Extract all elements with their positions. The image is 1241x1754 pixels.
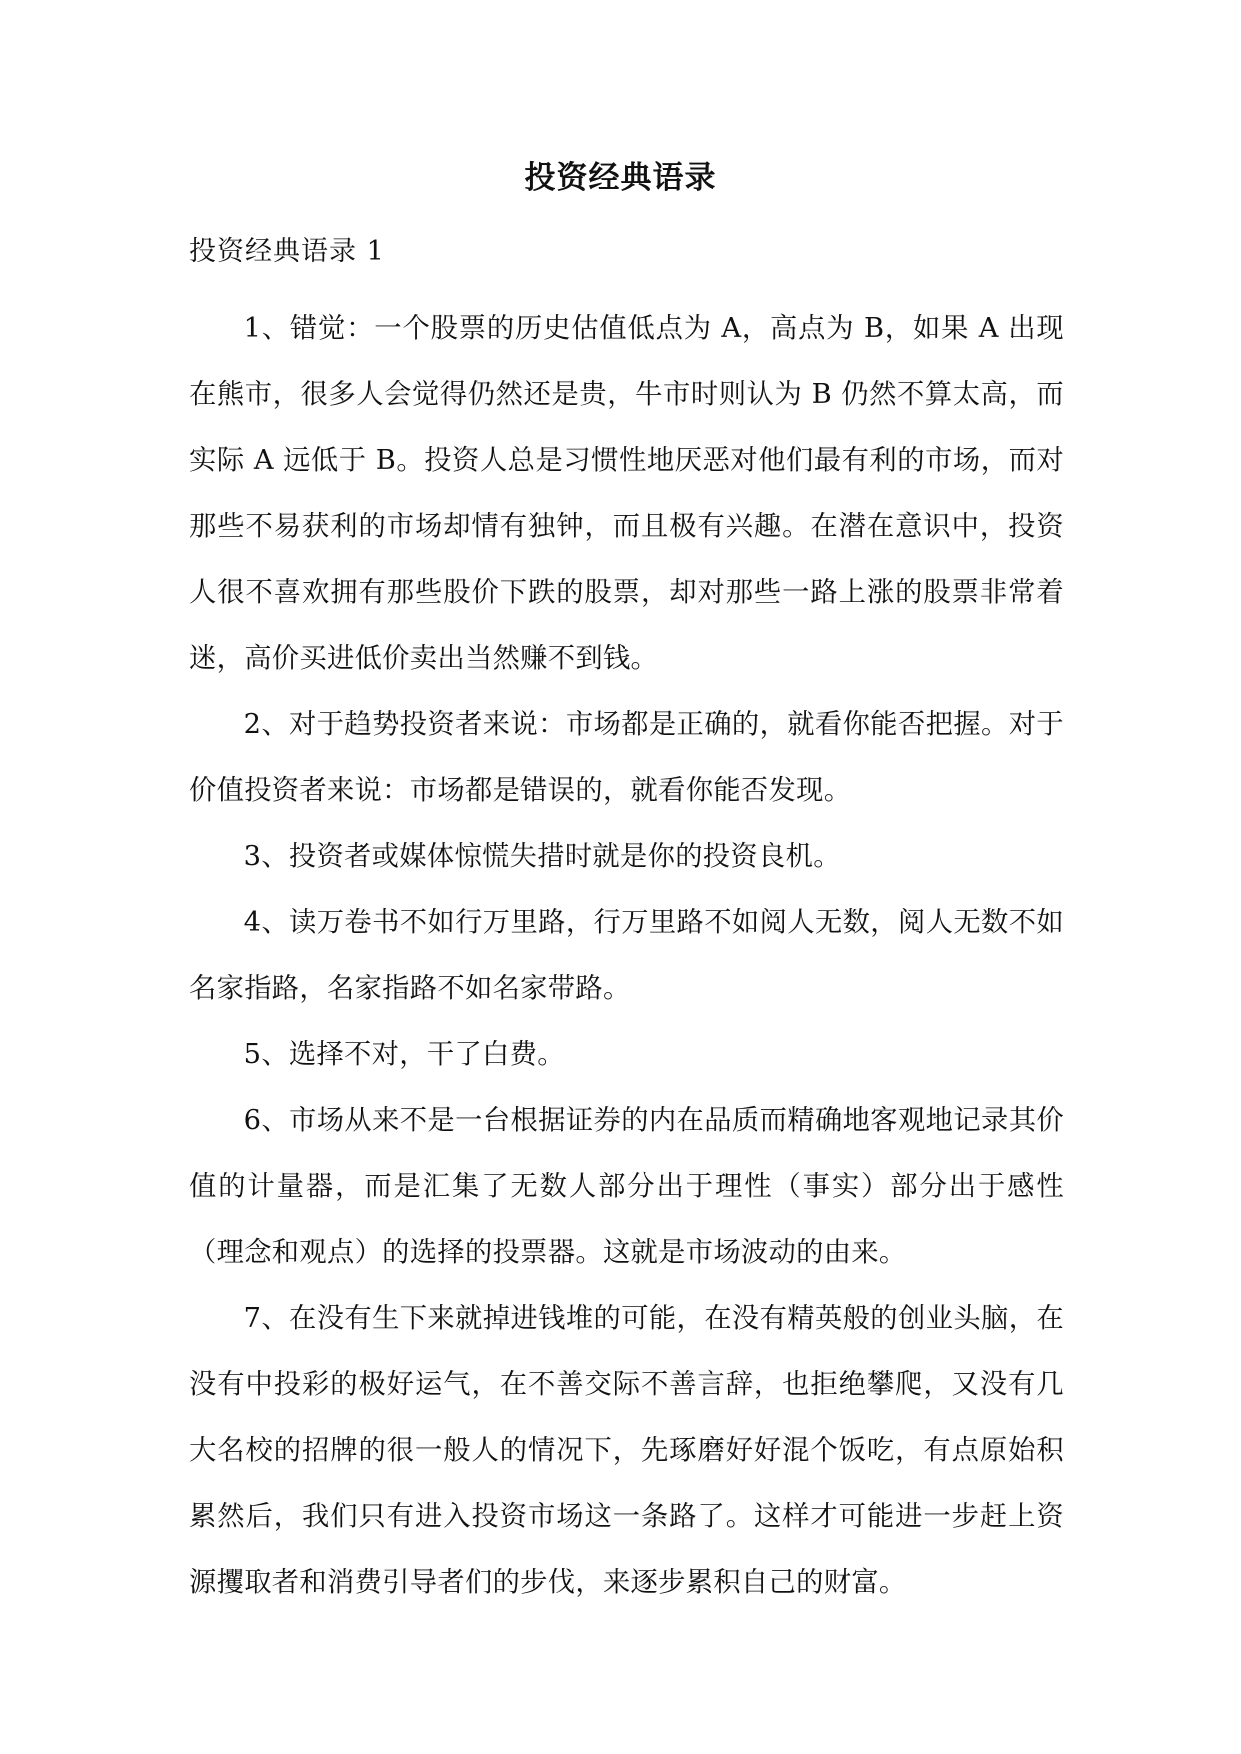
section-heading: 投资经典语录 1: [189, 236, 385, 267]
paragraph-7: 7、在没有生下来就掉进钱堆的可能，在没有精英般的创业头脑，在没有中投彩的极好运气，在不善交际不善言辞，也拒绝攀爬，又没有几大名校的招牌的很一般人的情况下，先琢磨好好混个饭吃，有点原始积累然后，我们只有进入投资市场这一条路了。这样才可能进一步赶上资源攫取者和消费引导者们的步伐，来逐步累积自己的财富。: [189, 1303, 1064, 1598]
paragraph-5: 5、选择不对，干了白费。: [243, 1039, 565, 1070]
paragraph-3: 3、投资者或媒体惊慌失措时就是你的投资良机。: [243, 841, 841, 872]
paragraph-2: 2、对于趋势投资者来说：市场都是正确的，就看你能否把握。对于价值投资者来说：市场都是错误的，就看你能否发现。: [189, 709, 1064, 806]
paragraph-6: 6、市场从来不是一台根据证券的内在品质而精确地客观地记录其价值的计量器，而是汇集了无数人部分出于理性（事实）部分出于感性（理念和观点）的选择的投票器。这就是市场波动的由来。: [189, 1105, 1064, 1268]
paragraph-4: 4、读万卷书不如行万里路，行万里路不如阅人无数，阅人无数不如名家指路，名家指路不如名家带路。: [189, 907, 1064, 1004]
document-title: 投资经典语录: [524, 160, 717, 196]
document-body: [189, 296, 1064, 1616]
paragraph-1: 1、错觉：一个股票的历史估值低点为 A，高点为 B，如果 A 出现在熊市，很多人会觉得仍然还是贵，牛市时则认为 B 仍然不算太高，而实际 A 远低于 B。投资人总是习惯性地厌恶对他们最有利的市场，而对那些不易获利的市场却情有独钟，而且极有兴趣。在潜在意识中，投资人很不喜欢拥有那些股价下跌的股票，却对那些一路上涨的股票非常着迷，高价买进低价卖出当然赚不到钱。: [189, 313, 1064, 674]
